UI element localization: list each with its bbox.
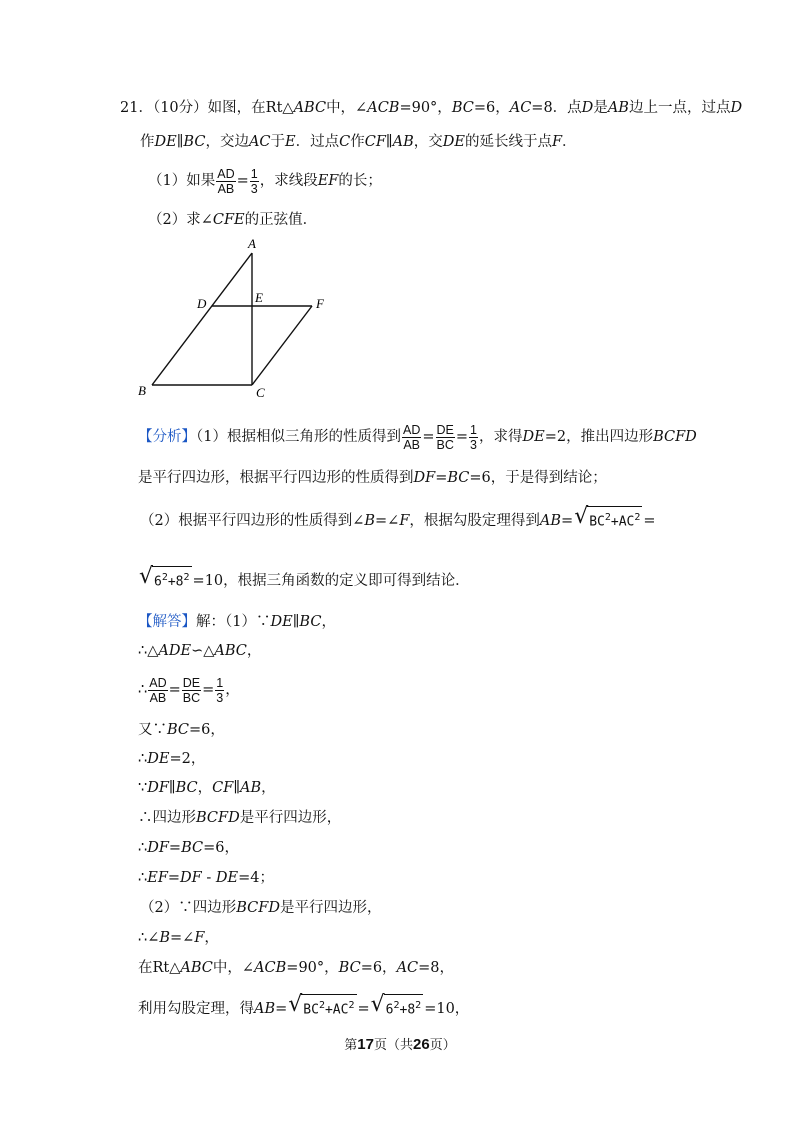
solution-line-11 bbox=[138, 928, 219, 948]
text: = bbox=[236, 173, 249, 189]
text: ， bbox=[225, 682, 240, 698]
text: （1）根据相似三角形的性质得到 bbox=[196, 429, 401, 445]
frac-num: AD bbox=[149, 675, 167, 690]
sqrt-expression bbox=[139, 566, 192, 596]
text: ． bbox=[562, 134, 577, 150]
radicand bbox=[384, 994, 424, 1019]
frac-den: 3 bbox=[216, 690, 224, 705]
text: 第 bbox=[344, 1038, 358, 1053]
text: ∽△ bbox=[191, 643, 215, 659]
frac-den: 3 bbox=[250, 181, 258, 196]
exponent: 2 bbox=[604, 512, 611, 523]
problem-number: 21． bbox=[120, 100, 153, 116]
text: BC bbox=[303, 1002, 319, 1018]
text: = bbox=[357, 1001, 370, 1018]
text: ∴ bbox=[138, 870, 148, 886]
fraction bbox=[148, 676, 167, 705]
text: ∴ bbox=[138, 751, 148, 767]
text: AC bbox=[509, 100, 532, 116]
text: ACB bbox=[254, 960, 287, 976]
fraction bbox=[182, 676, 201, 705]
text: ．过点 bbox=[295, 134, 340, 150]
text: BC bbox=[167, 722, 190, 738]
text: ∵ bbox=[138, 780, 148, 796]
radical-sign: √ bbox=[370, 992, 385, 1017]
exponent: 2 bbox=[161, 572, 168, 583]
text: 解：（1）∵ bbox=[196, 614, 271, 630]
exponent: 2 bbox=[415, 1000, 422, 1011]
text: CF bbox=[364, 134, 386, 150]
text: 如图，在Rt△ bbox=[207, 100, 294, 116]
text: = bbox=[435, 470, 448, 486]
text: = bbox=[643, 513, 656, 530]
text: ∥ bbox=[176, 134, 184, 150]
text: - bbox=[201, 870, 216, 886]
solution-line-12 bbox=[138, 958, 454, 978]
text: D bbox=[581, 100, 594, 116]
text: =6， bbox=[473, 100, 510, 116]
solution-line-13 bbox=[138, 994, 469, 1024]
text: = bbox=[275, 1001, 288, 1018]
text: DE bbox=[270, 614, 293, 630]
text: =4； bbox=[238, 870, 274, 886]
text: ∴ bbox=[138, 682, 148, 698]
text: =8．点 bbox=[531, 100, 582, 116]
text: ∥ bbox=[292, 614, 300, 630]
text: BC bbox=[589, 514, 605, 530]
text: ∥ bbox=[385, 134, 393, 150]
text: ， bbox=[321, 614, 336, 630]
analysis-tag: 【分析】 bbox=[138, 429, 196, 445]
problem-score: （10分） bbox=[152, 100, 208, 116]
exponent: 2 bbox=[393, 1000, 400, 1011]
text: B bbox=[364, 513, 376, 530]
sqrt-expression bbox=[574, 506, 642, 536]
frac-num: AD bbox=[217, 166, 235, 181]
solution-line-10 bbox=[140, 898, 381, 918]
text: =6， bbox=[203, 840, 239, 856]
text: ∥ bbox=[233, 780, 241, 796]
text: （2）∵四边形 bbox=[140, 900, 237, 916]
text: ，求线段 bbox=[259, 173, 318, 189]
text: ，根据勾股定理得到 bbox=[409, 513, 540, 530]
label-b: B bbox=[138, 383, 146, 398]
text: =2， bbox=[169, 751, 206, 767]
frac-den: AB bbox=[217, 181, 235, 196]
analysis-line-4 bbox=[138, 566, 470, 596]
solution-line-3: ∴ $\frac{AD}{AB}$ = $\frac{DE}{BC}$ = $\frac{1}{3}$ ， bbox=[138, 675, 240, 705]
text: 是 bbox=[593, 100, 608, 116]
label-a: A bbox=[248, 236, 256, 251]
exponent: 2 bbox=[634, 512, 641, 523]
text: ， bbox=[246, 643, 262, 659]
text: D bbox=[730, 100, 743, 116]
frac-den: AB bbox=[403, 437, 421, 452]
text: 中，∠ bbox=[326, 100, 368, 116]
text: DF bbox=[413, 470, 436, 486]
text: F bbox=[399, 513, 410, 530]
page-total: 26 bbox=[413, 1036, 430, 1053]
text: DF bbox=[147, 780, 169, 796]
text: BC bbox=[447, 470, 470, 486]
text: ， bbox=[261, 780, 276, 796]
text: ABC bbox=[214, 643, 247, 659]
text: DE bbox=[522, 429, 545, 445]
text: 6 bbox=[385, 1002, 394, 1018]
frac-den: BC bbox=[436, 437, 454, 452]
text: =10，根据三角函数的定义即可得到结论． bbox=[192, 573, 470, 590]
label-d: D bbox=[197, 296, 207, 311]
fraction bbox=[402, 423, 421, 452]
solution-line-1 bbox=[138, 612, 336, 632]
text: F bbox=[194, 930, 205, 946]
text: AB bbox=[254, 1001, 276, 1018]
text: 在Rt△ bbox=[138, 960, 181, 976]
page-footer bbox=[0, 1034, 800, 1053]
label-f: F bbox=[316, 296, 324, 311]
text: DF bbox=[180, 870, 202, 886]
text: 又∵ bbox=[138, 722, 167, 738]
text: =6， bbox=[360, 960, 397, 976]
text: BC bbox=[451, 100, 474, 116]
text: BCFD bbox=[653, 429, 697, 445]
text: 作 bbox=[140, 134, 155, 150]
text: AC bbox=[396, 960, 419, 976]
radical-sign: √ bbox=[288, 992, 303, 1017]
text: AB bbox=[392, 134, 414, 150]
label-c: C bbox=[256, 385, 265, 400]
text: 是平行四边形，根据平行四边形的性质得到 bbox=[138, 470, 414, 486]
text: 中，∠ bbox=[212, 960, 255, 976]
text: +8 bbox=[167, 574, 184, 590]
radicand bbox=[587, 506, 642, 531]
text: 作 bbox=[350, 134, 365, 150]
text: B bbox=[159, 930, 171, 946]
segment-ab bbox=[152, 253, 252, 385]
text: CFE bbox=[212, 212, 245, 228]
text: +AC bbox=[610, 514, 635, 530]
frac-den: AB bbox=[149, 690, 167, 705]
exponent: 2 bbox=[348, 1000, 355, 1011]
text: ∴△ bbox=[138, 643, 159, 659]
text: EF bbox=[317, 173, 339, 189]
text: =90°， bbox=[399, 100, 452, 116]
text: 6 bbox=[154, 574, 162, 590]
text: 页（共 bbox=[373, 1038, 413, 1053]
frac-den: 3 bbox=[470, 437, 477, 452]
text: = bbox=[561, 513, 574, 530]
text: 是平行四边形， bbox=[279, 900, 382, 916]
text: +8 bbox=[399, 1002, 416, 1018]
text: ∴ bbox=[138, 840, 148, 856]
text: （1）如果 bbox=[148, 173, 216, 189]
text: =90°， bbox=[286, 960, 339, 976]
text: =∠ bbox=[170, 930, 195, 946]
solution-line-5 bbox=[138, 749, 205, 769]
solution-line-7 bbox=[138, 808, 341, 828]
sqrt-expression bbox=[371, 994, 424, 1024]
solution-tag: 【解答】 bbox=[138, 614, 196, 630]
exponent: 2 bbox=[183, 572, 190, 583]
text: （2）根据平行四边形的性质得到∠ bbox=[140, 513, 365, 530]
text: =8， bbox=[418, 960, 455, 976]
text: ABC bbox=[180, 960, 213, 976]
text: DE bbox=[147, 751, 170, 767]
text: =∠ bbox=[375, 513, 400, 530]
text: ，求得 bbox=[479, 429, 523, 445]
text: = bbox=[168, 840, 182, 856]
text: AB bbox=[607, 100, 629, 116]
solution-line-8 bbox=[138, 838, 239, 858]
text: BC bbox=[181, 840, 204, 856]
fraction bbox=[215, 676, 224, 705]
frac-num: DE bbox=[182, 675, 201, 690]
text: 于 bbox=[270, 134, 286, 150]
text: （2）求∠ bbox=[148, 212, 213, 228]
text: C bbox=[339, 134, 351, 150]
text: = bbox=[167, 870, 181, 886]
text: BCFD bbox=[236, 900, 280, 916]
segment-cf bbox=[252, 306, 312, 385]
text: F bbox=[551, 134, 563, 150]
frac-num: 1 bbox=[250, 166, 258, 181]
text: =6， bbox=[189, 722, 225, 738]
text: ABC bbox=[293, 100, 327, 116]
frac-num: 1 bbox=[216, 675, 224, 690]
text: BC bbox=[175, 780, 198, 796]
text: ，交 bbox=[413, 134, 443, 150]
sqrt-expression bbox=[288, 994, 356, 1024]
frac-num: AD bbox=[402, 422, 421, 437]
text: ∴∠ bbox=[138, 930, 160, 946]
text: AC bbox=[248, 134, 271, 150]
text: 的长； bbox=[338, 173, 382, 189]
radicand bbox=[301, 994, 356, 1019]
radicand bbox=[152, 566, 192, 591]
analysis-line-2 bbox=[138, 468, 607, 488]
text: ，交边 bbox=[205, 134, 249, 150]
text: =10， bbox=[424, 1001, 470, 1018]
text: =2，推出四边形 bbox=[544, 429, 654, 445]
analysis-line-1: 【分析】（1）根据相似三角形的性质得到 $\frac{AD}{AB}$ = $\frac{DE}{BC}$ = $\frac{1}{3}$ ，求得DE=2，推出四边形BCFD bbox=[138, 422, 697, 452]
solution-line-6 bbox=[138, 778, 276, 798]
text: BC bbox=[338, 960, 361, 976]
analysis-line-3 bbox=[140, 506, 656, 536]
text: E bbox=[285, 134, 296, 150]
text: ， bbox=[197, 780, 213, 796]
text: 的延长线于点 bbox=[464, 134, 552, 150]
solution-line-4 bbox=[138, 720, 225, 740]
label-e: E bbox=[255, 290, 263, 305]
text: ACB bbox=[367, 100, 400, 116]
text: ∴四边形 bbox=[138, 810, 196, 826]
text: DF bbox=[147, 840, 169, 856]
text: ADE bbox=[158, 643, 192, 659]
exponent: 2 bbox=[318, 1000, 325, 1011]
text: AB bbox=[240, 780, 262, 796]
text: ∥ bbox=[168, 780, 176, 796]
solution-line-2 bbox=[138, 641, 261, 661]
text: BCFD bbox=[196, 810, 240, 826]
text: DE bbox=[442, 134, 465, 150]
fraction bbox=[469, 423, 478, 452]
radical-sign: √ bbox=[139, 564, 154, 589]
text: AB bbox=[539, 513, 562, 530]
solution-line-9 bbox=[138, 868, 274, 888]
text: 利用勾股定理，得 bbox=[138, 1001, 254, 1018]
text: ， bbox=[204, 930, 219, 946]
page-number: 17 bbox=[357, 1036, 374, 1053]
text: 页） bbox=[429, 1038, 456, 1053]
text: BC bbox=[183, 134, 206, 150]
frac-den: BC bbox=[182, 690, 201, 705]
text: +AC bbox=[324, 1002, 349, 1018]
text: =6，于是得到结论； bbox=[469, 470, 607, 486]
text: DE bbox=[215, 870, 239, 886]
text: EF bbox=[147, 870, 168, 886]
frac-num: 1 bbox=[470, 422, 477, 437]
radical-sign: √ bbox=[574, 504, 589, 529]
text: CF bbox=[212, 780, 234, 796]
text: 是平行四边形， bbox=[239, 810, 342, 826]
text: 边上一点，过点 bbox=[628, 100, 731, 116]
text: 的正弦值． bbox=[244, 212, 318, 228]
frac-num: DE bbox=[436, 422, 454, 437]
text: BC bbox=[299, 614, 322, 630]
text: DE bbox=[154, 134, 177, 150]
fraction bbox=[436, 423, 455, 452]
